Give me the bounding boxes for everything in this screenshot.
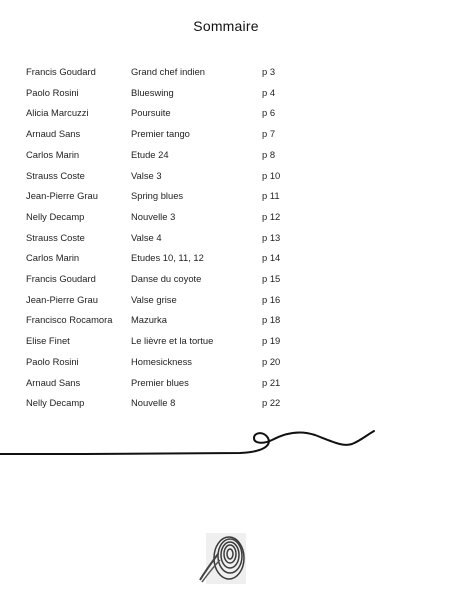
toc-author: Jean-Pierre Grau <box>26 293 98 305</box>
toc-row <box>0 355 452 369</box>
toc-piece-title: Valse grise <box>131 293 177 305</box>
toc-row <box>0 106 452 120</box>
toc-piece-title: Homesickness <box>131 355 192 367</box>
toc-author: Carlos Marin <box>26 148 80 160</box>
toc-author: Francis Goudard <box>26 273 96 284</box>
toc-row <box>0 86 452 100</box>
toc-page-number: p 22 <box>262 397 281 409</box>
toc-piece-title: Spring blues <box>131 190 184 202</box>
toc-row <box>0 313 452 327</box>
toc-page-number: p 6 <box>262 107 276 119</box>
toc-piece-title: Poursuite <box>131 107 171 119</box>
toc-piece-title: Premier tango <box>131 128 190 140</box>
toc-author: Jean-Pierre Grau <box>26 190 98 202</box>
toc-page-number: p 19 <box>262 335 281 347</box>
toc-page-number: p 18 <box>262 314 281 326</box>
toc-row <box>0 148 452 162</box>
toc-page-number: p 3 <box>262 66 276 77</box>
toc-row <box>0 231 452 245</box>
toc-author: Elise Finet <box>26 335 70 347</box>
toc-row <box>0 65 452 79</box>
toc-row <box>0 210 452 224</box>
swirl-ornament <box>0 420 380 465</box>
toc-row <box>0 293 452 307</box>
toc-piece-title: Premier blues <box>131 376 189 388</box>
toc-row <box>0 396 452 410</box>
toc-piece-title: Etudes 10, 11, 12 <box>131 252 204 264</box>
toc-author: Arnaud Sans <box>26 128 81 140</box>
toc-page-number: p 7 <box>262 128 276 140</box>
toc-page-number: p 21 <box>262 376 281 388</box>
toc-row <box>0 251 452 265</box>
toc-page-number: p 15 <box>262 273 281 284</box>
toc-author: Nelly Decamp <box>26 397 85 409</box>
toc-author: Strauss Coste <box>26 231 85 243</box>
toc-page-number: p 8 <box>262 148 276 160</box>
page-title: Sommaire <box>193 18 259 34</box>
toc-author: Carlos Marin <box>26 252 80 264</box>
toc-row <box>0 334 452 348</box>
toc-author: Strauss Coste <box>26 169 85 181</box>
toc-row <box>0 127 452 141</box>
toc-piece-title: Nouvelle 8 <box>131 397 176 409</box>
toc-row <box>0 376 452 390</box>
toc-row <box>0 272 452 286</box>
toc-piece-title: Danse du coyote <box>131 273 202 284</box>
toc-page-number: p 16 <box>262 293 281 305</box>
toc-author: Arnaud Sans <box>26 376 81 388</box>
toc-piece-title: Grand chef indien <box>131 66 206 77</box>
toc-author: Paolo Rosini <box>26 355 79 367</box>
toc-piece-title: Valse 4 <box>131 231 162 243</box>
toc-row <box>0 169 452 183</box>
toc-author: Paolo Rosini <box>26 86 79 98</box>
toc-row <box>0 189 452 203</box>
toc-page-number: p 20 <box>262 355 281 367</box>
toc-piece-title: Mazurka <box>131 314 167 326</box>
toc-piece-title: Nouvelle 3 <box>131 210 176 222</box>
fingerprint-icon <box>196 530 248 586</box>
toc-author: Francis Goudard <box>26 66 96 77</box>
toc-author: Nelly Decamp <box>26 210 85 222</box>
toc-page-number: p 13 <box>262 231 281 243</box>
toc-author: Alicia Marcuzzi <box>26 107 89 119</box>
toc-page-number: p 11 <box>262 190 280 202</box>
toc-piece-title: Valse 3 <box>131 169 162 181</box>
toc-page-number: p 14 <box>262 252 281 264</box>
toc-piece-title: Etude 24 <box>131 148 169 160</box>
toc-page-number: p 4 <box>262 86 276 98</box>
toc-piece-title: Le lièvre et la tortue <box>131 335 214 347</box>
toc-author: Francisco Rocamora <box>26 314 113 326</box>
toc-page-number: p 12 <box>262 210 281 222</box>
toc-piece-title: Blueswing <box>131 86 174 98</box>
toc-page-number: p 10 <box>262 169 281 181</box>
